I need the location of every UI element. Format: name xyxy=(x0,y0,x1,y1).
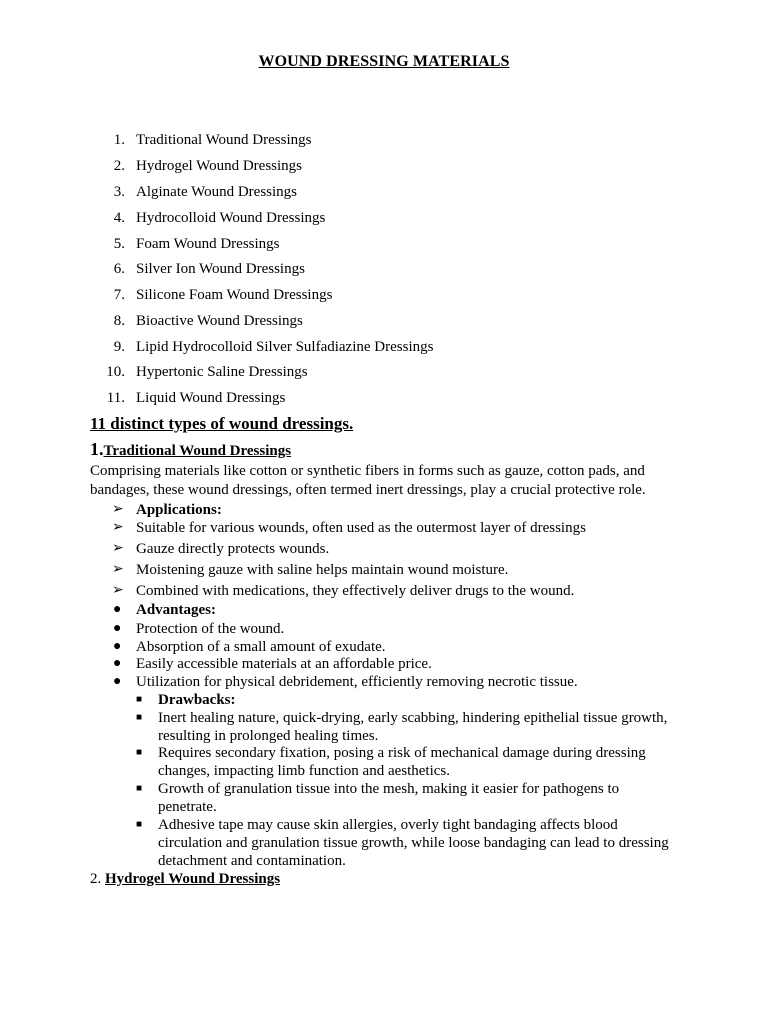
advantage-text: Protection of the wound. xyxy=(136,621,285,637)
drawbacks-label: Drawbacks: xyxy=(158,692,236,708)
square-bullet-icon: ■ xyxy=(136,819,143,830)
toc-text: Hydrogel Wound Dressings xyxy=(136,158,303,174)
toc-text: Traditional Wound Dressings xyxy=(136,132,312,148)
toc-number: 11. xyxy=(106,390,125,406)
arrow-bullet-icon: ➢ xyxy=(112,583,124,598)
section-2-number: 2. xyxy=(90,871,102,887)
document-title: WOUND DRESSING MATERIALS xyxy=(258,53,510,70)
toc-text: Hydrocolloid Wound Dressings xyxy=(136,210,326,226)
application-text: Gauze directly protects wounds. xyxy=(136,541,330,557)
toc-text: Foam Wound Dressings xyxy=(136,236,280,252)
toc-number: 7. xyxy=(113,287,125,303)
toc-number: 4. xyxy=(113,210,125,226)
application-text: Combined with medications, they effectively deliver drugs to the wound. xyxy=(136,583,575,599)
toc-text: Liquid Wound Dressings xyxy=(136,390,286,406)
square-bullet-icon: ■ xyxy=(136,783,143,794)
section-1-intro: Comprising materials like cotton or synthetic fibers in forms such as gauze, cotton pads, and bandages, these wound dressings, often termed inert dressings, play a crucial protective role. xyxy=(90,463,646,498)
toc-number: 10. xyxy=(106,364,125,380)
square-bullet-icon: ■ xyxy=(136,712,143,723)
section-2-title: Hydrogel Wound Dressings xyxy=(105,871,281,887)
toc-text: Bioactive Wound Dressings xyxy=(136,313,303,329)
drawback-text: Inert healing nature, quick-drying, early scabbing, hindering epithelial tissue growth, resulting in prolonged healing times. xyxy=(158,710,668,744)
toc-text: Silver Ion Wound Dressings xyxy=(136,261,305,277)
advantage-text: Easily accessible materials at an affordable price. xyxy=(136,656,432,672)
square-bullet-icon: ■ xyxy=(136,694,143,705)
toc-text: Silicone Foam Wound Dressings xyxy=(136,287,333,303)
bullet-dot-icon: ● xyxy=(113,639,122,654)
bullet-dot-icon: ● xyxy=(113,621,122,636)
section-2-heading xyxy=(90,871,280,888)
arrow-bullet-icon: ➢ xyxy=(112,562,124,577)
section-1-heading xyxy=(90,439,291,460)
advantage-text: Absorption of a small amount of exudate. xyxy=(136,639,386,655)
drawback-text: Requires secondary fixation, posing a risk of mechanical damage during dressing changes, impacting limb function and aesthetics. xyxy=(158,745,646,779)
toc-text: Hypertonic Saline Dressings xyxy=(136,364,308,380)
toc-number: 6. xyxy=(113,261,125,277)
section-1-number: 1. xyxy=(90,439,104,459)
toc-number: 1. xyxy=(113,132,125,148)
advantages-label: Advantages: xyxy=(136,602,217,618)
toc-number: 3. xyxy=(113,184,125,200)
application-text: Suitable for various wounds, often used as the outermost layer of dressings xyxy=(136,520,586,536)
drawback-text: Adhesive tape may cause skin allergies, overly tight bandaging affects blood circulation and granulation tissue growth, while loose bandaging can lead to dressing detachment and contamination. xyxy=(158,817,669,869)
square-bullet-icon: ■ xyxy=(136,747,143,758)
toc-number: 2. xyxy=(113,158,125,174)
advantage-text: Utilization for physical debridement, efficiently removing necrotic tissue. xyxy=(136,674,578,690)
toc-number: 5. xyxy=(113,236,125,252)
application-text: Moistening gauze with saline helps maintain wound moisture. xyxy=(136,562,509,578)
arrow-bullet-icon: ➢ xyxy=(112,502,124,517)
section-1-title: Traditional Wound Dressings xyxy=(103,443,292,459)
applications-label: Applications: xyxy=(136,502,222,518)
toc-text: Alginate Wound Dressings xyxy=(136,184,298,200)
drawback-text: Growth of granulation tissue into the mesh, making it easier for pathogens to penetrate. xyxy=(158,781,620,815)
arrow-bullet-icon: ➢ xyxy=(112,541,124,556)
toc-number: 9. xyxy=(113,339,125,355)
bullet-dot-icon: ● xyxy=(113,674,122,689)
bullet-dot-icon: ● xyxy=(113,656,122,671)
toc-text: Lipid Hydrocolloid Silver Sulfadiazine Dressings xyxy=(136,339,434,355)
arrow-bullet-icon: ➢ xyxy=(112,520,124,535)
types-heading: 11 distinct types of wound dressings. xyxy=(90,414,354,433)
toc-number: 8. xyxy=(113,313,125,329)
bullet-dot-icon: ● xyxy=(113,602,122,617)
